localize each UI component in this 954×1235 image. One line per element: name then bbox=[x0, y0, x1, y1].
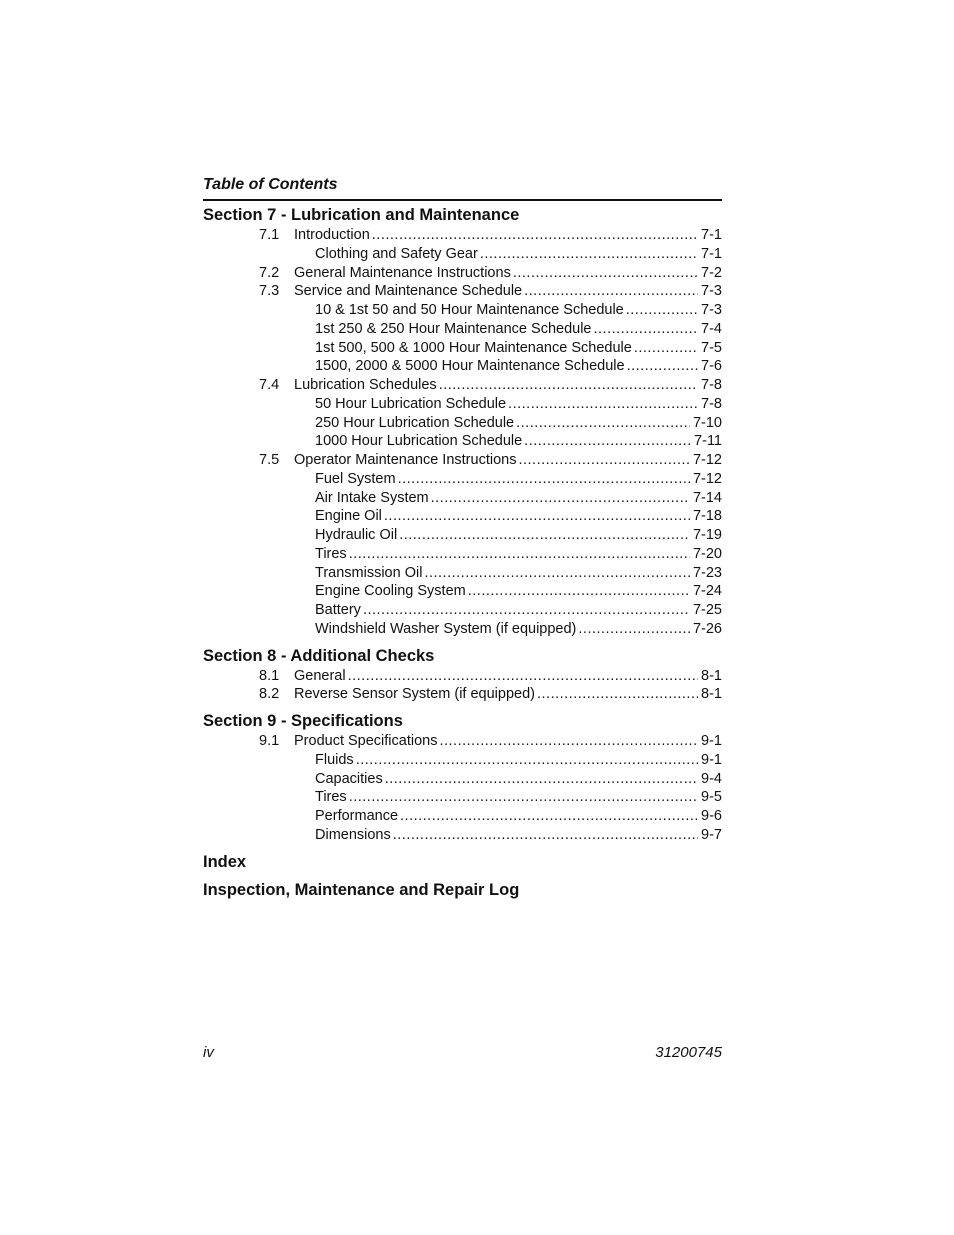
toc-subentry[interactable] bbox=[203, 826, 722, 845]
toc-entry-label: Tires bbox=[315, 545, 347, 562]
toc-subentry[interactable] bbox=[203, 620, 722, 639]
dot-leader bbox=[594, 320, 699, 339]
toc-entry-page: 7-2 bbox=[701, 264, 722, 281]
dot-leader bbox=[349, 545, 690, 564]
toc-entry-page: 7-3 bbox=[701, 283, 722, 300]
toc-entry-page: 7-5 bbox=[701, 339, 722, 356]
toc-entry[interactable] bbox=[203, 451, 722, 470]
toc-entry-label: Fuel System bbox=[315, 470, 396, 487]
toc-entry-page: 9-5 bbox=[701, 789, 722, 806]
document-page bbox=[203, 0, 722, 1235]
dot-leader bbox=[356, 751, 698, 770]
toc-subentry[interactable] bbox=[203, 507, 722, 526]
dot-leader bbox=[400, 807, 698, 826]
toc-subentry[interactable] bbox=[203, 395, 722, 414]
toc-entry-page: 9-4 bbox=[701, 770, 722, 787]
toc-entry-page: 8-1 bbox=[701, 686, 722, 703]
index-heading[interactable]: Index bbox=[203, 852, 247, 871]
dot-leader bbox=[439, 732, 698, 751]
header-rule bbox=[203, 199, 722, 201]
toc-entry-number: 8.2 bbox=[259, 686, 280, 703]
toc-entry-page: 9-7 bbox=[701, 826, 722, 843]
toc-entry-label: 1500, 2000 & 5000 Hour Maintenance Schedule bbox=[315, 358, 625, 375]
dot-leader bbox=[349, 788, 698, 807]
section-heading[interactable]: Section 9 - Specifications bbox=[203, 712, 403, 730]
toc-entry-number: 7.3 bbox=[259, 283, 280, 300]
toc-entry-label: Performance bbox=[315, 808, 399, 824]
toc-entry-label: Capacities bbox=[315, 770, 383, 787]
dot-leader bbox=[385, 770, 698, 789]
toc-entry-label: Tires bbox=[315, 789, 347, 806]
toc-entry-label: Product Specifications bbox=[294, 733, 438, 749]
running-header-title: Table of Contents bbox=[203, 176, 338, 193]
toc-entry-page: 9-1 bbox=[701, 733, 722, 749]
toc-entry-number: 8.1 bbox=[259, 667, 280, 684]
toc-entry-label: 1st 500, 500 & 1000 Hour Maintenance Schedule bbox=[315, 339, 632, 356]
toc-entry[interactable] bbox=[203, 376, 722, 395]
toc-subentry[interactable] bbox=[203, 564, 722, 583]
dot-leader bbox=[513, 264, 698, 283]
toc-entry-page: 7-10 bbox=[692, 414, 722, 431]
dot-leader bbox=[348, 667, 698, 686]
toc-entry-label: 250 Hour Lubrication Schedule bbox=[315, 414, 515, 431]
toc-entry-page: 7-11 bbox=[694, 433, 722, 450]
toc-entry-page: 7-19 bbox=[692, 527, 722, 543]
toc-entry[interactable] bbox=[203, 226, 722, 245]
toc-entry-page: 7-20 bbox=[692, 545, 722, 562]
toc-entry-label: General Maintenance Instructions bbox=[294, 264, 511, 281]
toc-entry[interactable] bbox=[203, 264, 722, 283]
toc-entry[interactable] bbox=[203, 732, 722, 751]
section-heading[interactable]: Section 7 - Lubrication and Maintenance bbox=[203, 206, 520, 224]
dot-leader bbox=[363, 601, 690, 620]
dot-leader bbox=[518, 451, 690, 470]
footer-document-number: 31200745 bbox=[655, 1044, 722, 1061]
toc-subentry[interactable] bbox=[203, 414, 722, 433]
toc-entry-number: 7.5 bbox=[259, 452, 280, 468]
toc-entry-label: Clothing and Safety Gear bbox=[315, 245, 478, 262]
toc-entry-label: Lubrication Schedules bbox=[294, 377, 437, 393]
toc-subentry[interactable] bbox=[203, 339, 722, 358]
toc-entry-page: 7-23 bbox=[692, 564, 722, 581]
toc-entry-page: 9-1 bbox=[701, 751, 722, 768]
dot-leader bbox=[578, 620, 690, 639]
toc-entry-label: 1st 250 & 250 Hour Maintenance Schedule bbox=[315, 320, 592, 337]
toc-entry-number: 7.2 bbox=[259, 264, 280, 281]
toc-entry-page: 7-6 bbox=[701, 358, 722, 375]
toc-entry-page: 7-4 bbox=[701, 320, 722, 337]
toc-entry-page: 7-26 bbox=[692, 620, 722, 637]
toc-entry-label: Hydraulic Oil bbox=[315, 527, 398, 543]
dot-leader bbox=[399, 526, 690, 545]
toc-entry-number: 9.1 bbox=[259, 733, 280, 749]
toc-entry-page: 7-14 bbox=[692, 489, 722, 506]
repair-log-heading[interactable]: Inspection, Maintenance and Repair Log bbox=[203, 880, 520, 899]
toc-entry[interactable] bbox=[203, 685, 722, 704]
dot-leader bbox=[634, 339, 698, 358]
toc-subentry[interactable] bbox=[203, 770, 722, 789]
toc-subentry[interactable] bbox=[203, 470, 722, 489]
dot-leader bbox=[372, 226, 698, 245]
dot-leader bbox=[524, 282, 698, 301]
toc-entry-page: 7-24 bbox=[692, 583, 722, 600]
dot-leader bbox=[626, 301, 698, 320]
dot-leader bbox=[398, 470, 690, 489]
toc-entry-page: 7-12 bbox=[692, 470, 722, 487]
toc-entry-label: General bbox=[294, 667, 346, 684]
toc-entry[interactable] bbox=[203, 667, 722, 686]
toc-entry-label: Reverse Sensor System (if equipped) bbox=[294, 686, 535, 703]
toc-entry-label: Engine Oil bbox=[315, 508, 382, 525]
toc-entry-page: 7-8 bbox=[701, 377, 722, 393]
toc-entry-page: 9-6 bbox=[701, 808, 722, 824]
toc-entry[interactable] bbox=[203, 282, 722, 301]
dot-leader bbox=[393, 826, 698, 845]
toc-subentry[interactable] bbox=[203, 545, 722, 564]
toc-entry-label: 10 & 1st 50 and 50 Hour Maintenance Schedule bbox=[315, 302, 624, 318]
section-heading[interactable]: Section 8 - Additional Checks bbox=[203, 646, 435, 665]
toc-entry-label: Transmission Oil bbox=[315, 564, 423, 581]
toc-subentry[interactable] bbox=[203, 357, 722, 376]
dot-leader bbox=[508, 395, 698, 414]
toc-entry-page: 8-1 bbox=[701, 667, 722, 684]
dot-leader bbox=[480, 245, 698, 264]
toc-subentry[interactable] bbox=[203, 526, 722, 545]
toc-entry-label: Engine Cooling System bbox=[315, 583, 466, 600]
toc-entry-label: Introduction bbox=[294, 227, 370, 243]
dot-leader bbox=[439, 376, 698, 395]
toc-entry-label: 50 Hour Lubrication Schedule bbox=[315, 395, 507, 412]
toc-entry-label: Dimensions bbox=[315, 826, 391, 843]
toc-entry-number: 7.1 bbox=[259, 227, 280, 243]
toc-subentry[interactable] bbox=[203, 788, 722, 807]
toc-entry-label: Fluids bbox=[315, 751, 354, 768]
toc-entry-page: 7-8 bbox=[701, 395, 722, 412]
dot-leader bbox=[524, 432, 691, 451]
toc-subentry[interactable] bbox=[203, 245, 722, 264]
toc-subentry[interactable] bbox=[203, 432, 722, 451]
toc-subentry[interactable] bbox=[203, 751, 722, 770]
toc-entry-label: Windshield Washer System (if equipped) bbox=[315, 620, 577, 637]
dot-leader bbox=[627, 357, 698, 376]
dot-leader bbox=[424, 564, 690, 583]
toc-entry-label: Air Intake System bbox=[315, 489, 429, 506]
dot-leader bbox=[384, 507, 690, 526]
toc-subentry[interactable] bbox=[203, 301, 722, 320]
dot-leader bbox=[516, 414, 690, 433]
table-of-contents bbox=[203, 205, 722, 901]
toc-entry-page: 7-25 bbox=[692, 602, 722, 618]
toc-entry-page: 7-1 bbox=[701, 245, 722, 262]
dot-leader bbox=[468, 582, 690, 601]
toc-entry-label: 1000 Hour Lubrication Schedule bbox=[315, 433, 523, 450]
toc-entry-label: Service and Maintenance Schedule bbox=[294, 283, 523, 300]
toc-entry-page: 7-18 bbox=[692, 508, 722, 525]
toc-subentry[interactable] bbox=[203, 807, 722, 826]
toc-entry-page: 7-3 bbox=[701, 302, 722, 318]
toc-entry-label: Operator Maintenance Instructions bbox=[294, 452, 517, 468]
footer-page-number: iv bbox=[203, 1044, 214, 1061]
dot-leader bbox=[431, 489, 690, 508]
toc-subentry[interactable] bbox=[203, 582, 722, 601]
toc-subentry[interactable] bbox=[203, 320, 722, 339]
dot-leader bbox=[537, 685, 698, 704]
toc-entry-page: 7-12 bbox=[692, 452, 722, 468]
toc-subentry[interactable] bbox=[203, 489, 722, 508]
toc-entry-number: 7.4 bbox=[259, 377, 280, 393]
toc-entry-label: Battery bbox=[315, 602, 361, 618]
toc-subentry[interactable] bbox=[203, 601, 722, 620]
toc-entry-page: 7-1 bbox=[701, 227, 722, 243]
